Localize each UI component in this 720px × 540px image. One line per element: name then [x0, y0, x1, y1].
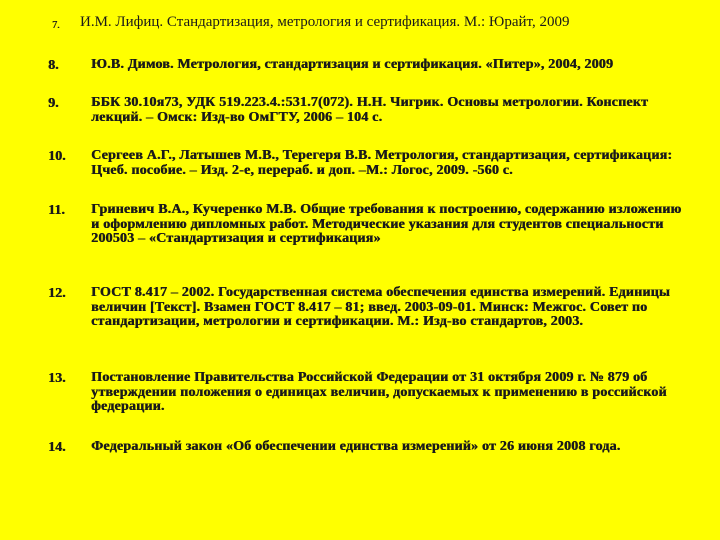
reference-text: Сергеев А.Г., Латышев М.В., Терегеря В.В. Метрология, стандартизация, сертификация: Цчеб. пособие. – Изд. 2-е, перераб. и доп. –М.: Логос, 2009. -560 с. — [91, 148, 673, 178]
reference-number: 12. — [48, 286, 66, 301]
reference-number: 13. — [48, 371, 66, 386]
reference-number: 11. — [48, 203, 65, 218]
reference-text: ГОСТ 8.417 – 2002. Государственная система обеспечения единства измерений. Единицы величин [Текст]. Взамен ГОСТ 8.417 – 81; введ. 2003-09-01. Минск: Межгос. Совет по стандартизации, метрологии и сертификации. М.: Изд-во стандартов, 2003. — [91, 285, 670, 329]
reference-number: 7. — [52, 20, 60, 31]
reference-text: Гриневич В.А., Кучеренко М.В. Общие требования к построению, содержанию изложению и оформлению дипломных работ. Методические указания для студентов специальности 200503 – «Стандартизация и сертификация» — [91, 202, 682, 246]
reference-number: 14. — [48, 440, 66, 455]
reference-number: 10. — [48, 149, 66, 164]
reference-text: Федеральный закон «Об обеспечении единства измерений» от 26 июня 2008 года. — [91, 439, 621, 454]
reference-number: 9. — [48, 96, 59, 111]
reference-text: И.М. Лифиц. Стандартизация, метрология и сертификация. М.: Юрайт, 2009 — [80, 14, 570, 30]
reference-text: Ю.В. Димов. Метрология, стандартизация и сертификация. «Питер», 2004, 2009 — [91, 57, 614, 72]
reference-text: ББК 30.10я73, УДК 519.223.4.:531.7(072). Н.Н. Чигрик. Основы метрологии. Конспект лекций. – Омск: Изд-во ОмГТУ, 2006 – 104 с. — [91, 95, 648, 125]
reference-text: Постановление Правительства Российской Федерации от 31 октября 2009 г. № 879 об утверждении положения о единицах величин, допускаемых к применению в российской федерации. — [91, 370, 667, 414]
reference-number: 8. — [48, 58, 59, 73]
